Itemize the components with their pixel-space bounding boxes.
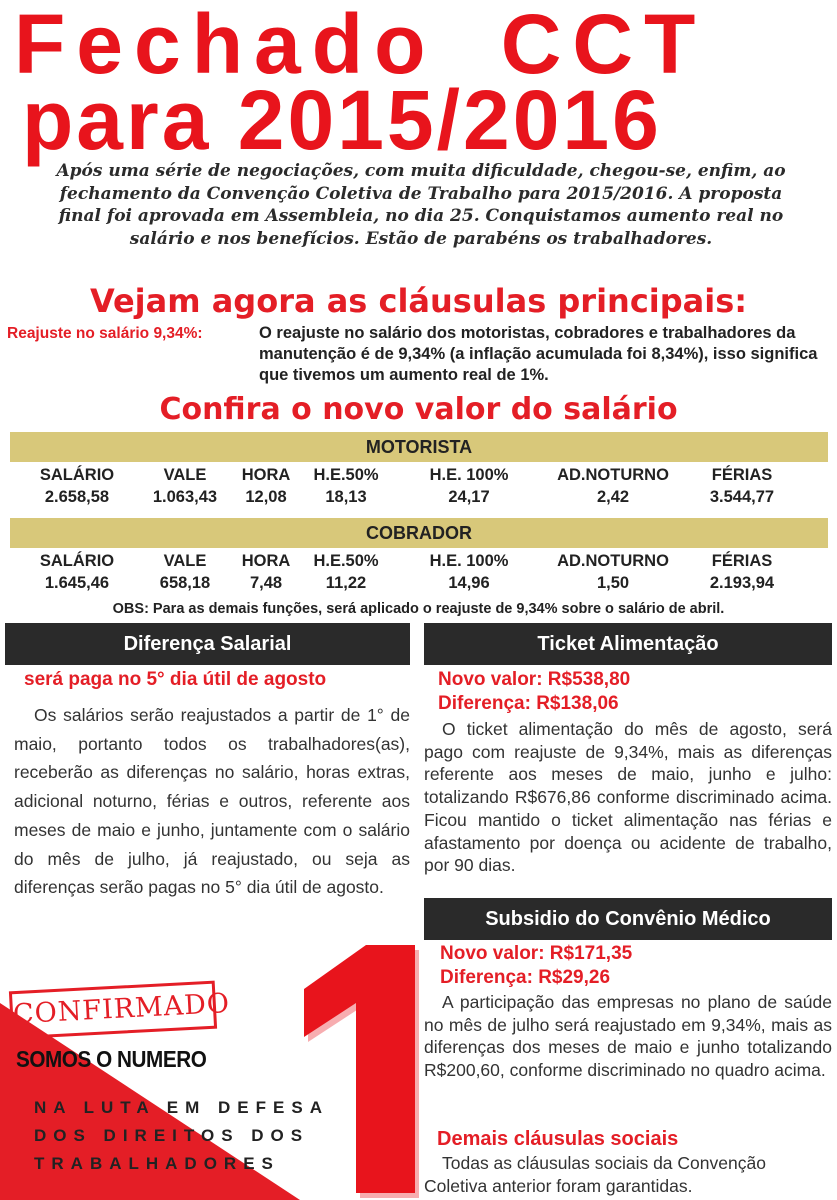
header-he50: H.E.50% — [313, 552, 379, 570]
luta-line-3: TRABALHADORES — [34, 1154, 280, 1173]
header-vale: VALE — [163, 466, 207, 484]
reajuste-text: O reajuste no salário dos motoristas, cobradores e trabalhadores da manutenção é de 9,34% (a inflação acumulada foi 8,34%), isso significa que tivemos um aumento real de 1%. — [259, 324, 818, 384]
header-hora: HORA — [241, 466, 291, 484]
motorista-vale: 1.063,43 — [152, 488, 218, 506]
cobrador-salario: 1.645,46 — [44, 574, 110, 592]
obs-note: OBS: Para as demais funções, será aplicado o reajuste de 9,34% sobre o salário de abril. — [112, 601, 725, 617]
big-number-one — [298, 945, 423, 1200]
cobrador-value-row — [0, 574, 837, 596]
header-adnoturno: AD.NOTURNO — [557, 466, 669, 484]
ticket-diferenca: Diferença: R$138,06 — [438, 693, 619, 714]
motorista-he50: 18,13 — [325, 488, 367, 506]
cobrador-vale: 658,18 — [159, 574, 211, 592]
cobrador-he100: 14,96 — [448, 574, 490, 592]
cobrador-he50: 11,22 — [325, 574, 367, 592]
motorista-adnoturno: 2,42 — [596, 488, 630, 506]
diferenca-body: Os salários serão reajustados a partir de 1° de maio, portanto todos os trabalhadores(as), receberão as diferenças no salário, horas extras, adicional noturno, férias e outros, referente aos meses de maio e junho, juntamente com o salário do mês de julho, já reajustado, ou seja as diferenças serão pagas no 5° dia útil de agosto. — [14, 705, 410, 898]
motorista-he100: 24,17 — [448, 488, 490, 506]
diferenca-subtitle: será paga no 5° dia útil de agosto — [24, 669, 327, 690]
motorista-header-row — [0, 466, 837, 488]
luta-line-1: NA LUTA EM DEFESA — [34, 1098, 329, 1117]
luta-line-2: DOS DIREITOS DOS — [34, 1126, 310, 1145]
header-hora: HORA — [241, 552, 291, 570]
header-he100: H.E. 100% — [429, 466, 509, 484]
demais-heading: Demais cláusulas sociais — [437, 1128, 679, 1150]
header-ferias: FÉRIAS — [711, 466, 773, 484]
ticket-body: O ticket alimentação do mês de agosto, será pago com reajuste de 9,34%, mais as diferenças referente aos meses de maio, junho e julho: totalizando R$676,86 conforme discriminado acima. Ficou mantido o ticket alimentação nas férias e afastamento por doença ou acidente de trabalho, por 90 dias. — [424, 719, 832, 876]
cobrador-band: COBRADOR — [10, 518, 828, 548]
cobrador-adnoturno: 1,50 — [596, 574, 630, 592]
cobrador-hora: 7,48 — [249, 574, 283, 592]
header-ferias: FÉRIAS — [711, 552, 773, 570]
header-salario: SALÁRIO — [39, 466, 115, 484]
clausulas-heading: Vejam agora as cláusulas principais: — [89, 282, 748, 320]
subsidio-diferenca: Diferença: R$29,26 — [440, 967, 611, 988]
subsidio-body: A participação das empresas no plano de saúde no mês de julho será reajustado em 9,34%, mais as diferenças dos meses de maio e junho totalizando R$200,60, conforme discriminado no quadro acima. — [424, 992, 832, 1081]
confirmado-stamp-text: CONFIRMADO — [12, 987, 231, 1031]
somos-o-numero: SOMOS O NUMERO — [16, 1046, 207, 1072]
motorista-ferias: 3.544,77 — [709, 488, 775, 506]
header-salario: SALÁRIO — [39, 552, 115, 570]
headline-line-2: para 2015/2016 — [22, 73, 662, 167]
motorista-salario: 2.658,58 — [44, 488, 110, 506]
motorista-value-row — [0, 488, 837, 510]
header-adnoturno: AD.NOTURNO — [557, 552, 669, 570]
header-vale: VALE — [163, 552, 207, 570]
ticket-novo-valor: Novo valor: R$538,80 — [438, 669, 631, 690]
subsidio-title-bar: Subsidio do Convênio Médico — [424, 898, 832, 940]
ticket-title-bar: Ticket Alimentação — [424, 623, 832, 665]
intro-paragraph: Após uma série de negociações, com muita dificuldade, chegou-se, enfim, ao fechamento da Convenção Coletiva de Trabalho para 2015/2016. A proposta final foi aprovada em Assembleia, no dia 25. Conquistamos aumento real no salário e nos benefícios. Estão de parabéns os trabalhadores. — [56, 161, 786, 249]
header-he50: H.E.50% — [313, 466, 379, 484]
reajuste-label: Reajuste no salário 9,34%: — [7, 325, 203, 342]
cobrador-header-row — [0, 552, 837, 574]
motorista-band: MOTORISTA — [10, 432, 828, 462]
subsidio-novo-valor: Novo valor: R$171,35 — [440, 943, 633, 964]
header-he100: H.E. 100% — [429, 552, 509, 570]
demais-body: Todas as cláusulas sociais da Convenção Coletiva anterior foram garantidas. — [424, 1153, 766, 1196]
headline-line-1: Fechado CCT — [14, 0, 707, 91]
motorista-hora: 12,08 — [245, 488, 287, 506]
diferenca-title-bar: Diferença Salarial — [5, 623, 410, 665]
cobrador-ferias: 2.193,94 — [709, 574, 775, 592]
salary-heading: Confira o novo valor do salário — [159, 392, 678, 427]
